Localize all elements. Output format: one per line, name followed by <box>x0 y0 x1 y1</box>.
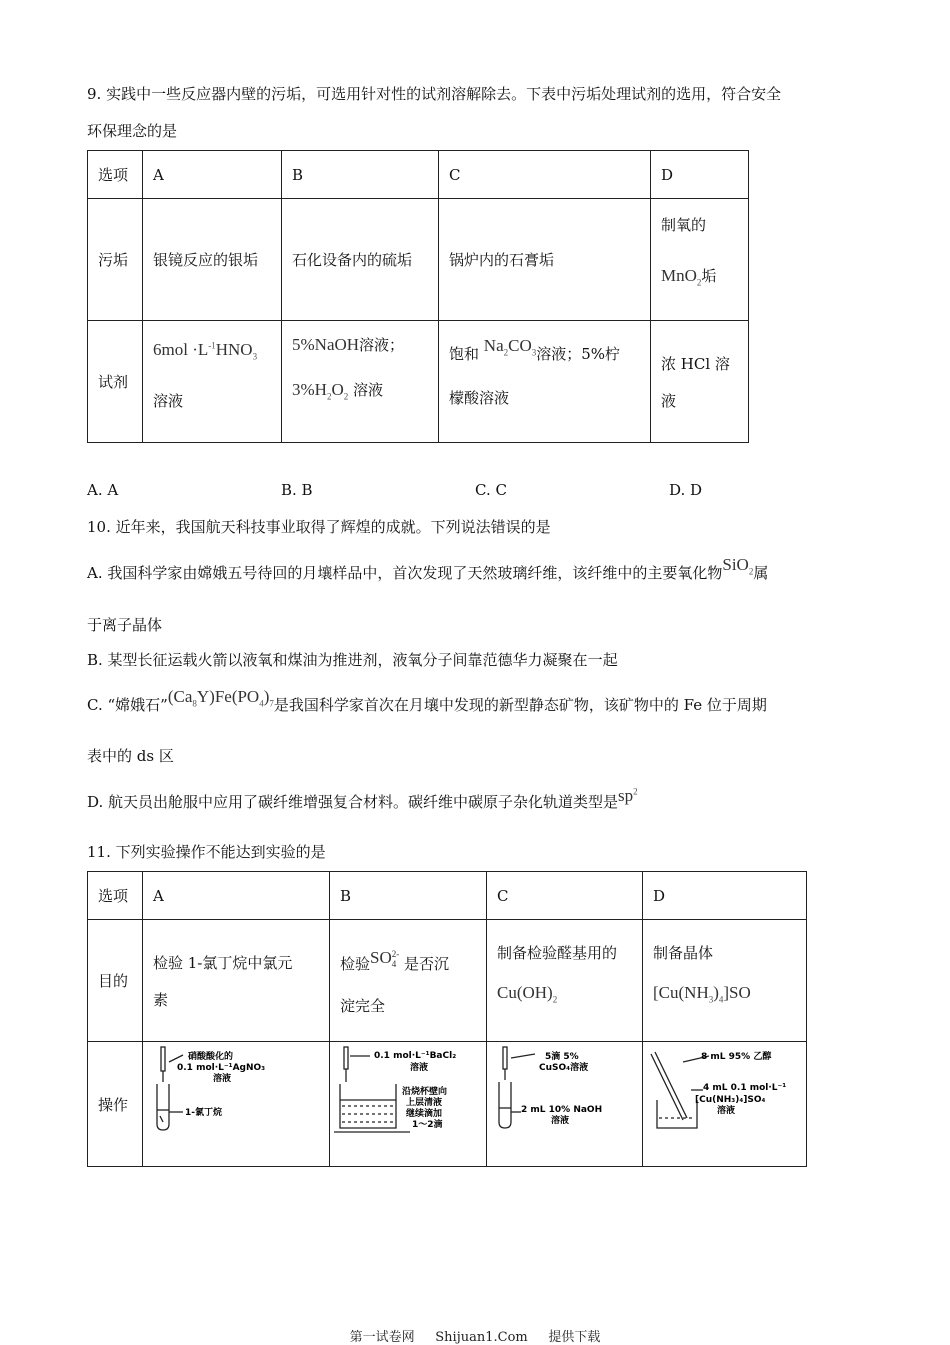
q11-purpose-d-line2: $[Cu(NH_3)_4]SO$ <box>653 983 751 1005</box>
q9-reagent-c <box>439 321 651 443</box>
op-b-label-1: 0.1 mol·L⁻¹BaCl₂ <box>374 1051 457 1061</box>
q9-header-a: A <box>143 151 282 199</box>
q9-dirt-d-line2: MnO$_2$垢 <box>661 265 717 288</box>
q11-operation-d <box>643 1042 807 1167</box>
q9-header-d: D <box>651 151 749 199</box>
q11-purpose-c-line1: 制备检验醛基用的 <box>497 944 618 963</box>
q11-purpose-d-line1: 制备晶体 <box>653 944 714 963</box>
q9-option-d[interactable]: D. D <box>669 481 703 499</box>
q9-option-b[interactable]: B. B <box>281 481 313 499</box>
q11-table <box>87 871 807 1167</box>
q9-table <box>87 150 749 443</box>
q9-dirt-c: 锅炉内的石膏垢 <box>439 199 651 321</box>
q11-purpose-c-line2: $Cu(OH)_2$ <box>497 983 558 1005</box>
q11-header-c: C <box>487 872 643 920</box>
q9-reagent-b-line1: 5%NaOH溶液； <box>292 334 405 354</box>
op-b-label-3: 沿烧杯壁向 <box>402 1087 448 1097</box>
q9-reagent-c-line2: 檬酸溶液 <box>449 389 510 408</box>
q10-option-c-line2: 表中的 ds 区 <box>87 747 174 765</box>
op-a-label-3: 溶液 <box>213 1074 232 1084</box>
q9-row-label-reagent: 试剂 <box>88 321 143 443</box>
mno2-formula: MnO$_2$ <box>661 265 702 288</box>
q9-header-option: 选项 <box>88 151 143 199</box>
op-a-label-2: 0.1 mol·L⁻¹AgNO₃ <box>177 1063 266 1073</box>
q9-reagent-d-line1: 浓 HCl 溶 <box>661 354 730 373</box>
q9-header-c: C <box>439 151 651 199</box>
page-footer: 第一试卷网 Shijuan1.Com 提供下载 <box>349 1330 601 1345</box>
q9-dirt-b: 石化设备内的硫垢 <box>282 199 439 321</box>
q11-row-label-purpose: 目的 <box>88 920 143 1042</box>
q11-purpose-b-line2: 淀完全 <box>340 997 386 1016</box>
q11-table-clip <box>87 871 787 1165</box>
q11-header-a: A <box>143 872 330 920</box>
q9-reagent-c-line1: 饱和 $Na_2CO_3$溶液；5%柠 <box>449 335 621 363</box>
q11-operation-b-diagram <box>330 1042 486 1162</box>
op-c-label-3: 2 mL 10% NaOH <box>521 1105 603 1115</box>
op-a-label-1: 硝酸酸化的 <box>188 1052 234 1062</box>
op-c-label-2: CuSO₄溶液 <box>539 1063 589 1073</box>
op-d-label-1: 8 mL 95% 乙醇 <box>701 1052 772 1062</box>
q9-stem-line2: 环保理念的是 <box>87 122 178 140</box>
q9-row-label-dirt: 污垢 <box>88 199 143 321</box>
op-b-label-2: 溶液 <box>410 1063 429 1073</box>
q9-dirt-a: 银镜反应的银垢 <box>143 199 282 321</box>
q10-option-d[interactable]: D. 航天员出舱服中应用了碳纤维增强复合材料。碳纤维中碳原子杂化轨道类型是$sp^2$ <box>87 786 638 811</box>
q9-reagent-d-line2: 液 <box>661 391 677 410</box>
op-d-label-4: 溶液 <box>717 1106 736 1116</box>
op-d-label-3: [Cu(NH₃)₄]SO₄ <box>695 1095 766 1105</box>
q9-option-a[interactable]: A. A <box>87 481 119 499</box>
q9-stem-line1: 9. 实践中一些反应器内壁的污垢，可选用针对性的试剂溶解除去。下表中污垢处理试剂的选用，符合安全 <box>87 85 782 103</box>
op-a-label-4: 1-氯丁烷 <box>185 1108 222 1118</box>
op-b-label-6: 1～2滴 <box>412 1120 443 1130</box>
q11-header-option: 选项 <box>88 872 143 920</box>
q9-dirt-d <box>651 199 749 321</box>
q9-option-c[interactable]: C. C <box>475 481 507 499</box>
q9-reagent-a-line2: 溶液 <box>153 391 184 410</box>
q11-operation-b <box>330 1042 487 1167</box>
q11-header-b: B <box>330 872 487 920</box>
q11-operation-d-diagram <box>643 1042 793 1162</box>
q11-row-label-operation: 操作 <box>88 1042 143 1167</box>
q11-purpose-a-line1: 检验 1-氯丁烷中氯元 <box>153 953 293 972</box>
q10-option-c[interactable]: C. “嫦娥石$”(Ca_8Y)Fe(PO_4)_7$是我国科学家首次在月壤中发现的新型静态矿物，该矿物中的 Fe 位于周期 <box>87 687 767 714</box>
q9-reagent-d <box>651 321 749 443</box>
q11-purpose-b-line1: 检验SO 2- 4 是否沉 <box>340 947 450 973</box>
q11-purpose-b <box>330 920 487 1042</box>
q11-purpose-a <box>143 920 330 1042</box>
q11-purpose-d <box>643 920 807 1042</box>
q11-operation-c <box>487 1042 643 1167</box>
q11-operation-a <box>143 1042 330 1167</box>
q10-stem: 10. 近年来，我国航天科技事业取得了辉煌的成就。下列说法错误的是 <box>87 518 551 536</box>
q9-dirt-d-line1: 制氧的 <box>661 215 707 234</box>
q10-option-a[interactable]: A. 我国科学家由嫦娥五号待回的月壤样品中，首次发现了天然玻璃纤维，该纤维中的主要氧化物SiO$_2$属 <box>87 555 769 582</box>
q10-option-b[interactable]: B. 某型长征运载火箭以液氧和煤油为推进剂，液氧分子间靠范德华力凝聚在一起 <box>87 651 618 669</box>
q11-purpose-c <box>487 920 643 1042</box>
op-b-label-5: 继续滴加 <box>406 1109 443 1119</box>
q9-reagent-b-line2: $3\%H_2O_2$ 溶液 <box>292 379 384 402</box>
q10-option-a-line2: 于离子晶体 <box>87 616 163 634</box>
op-c-label-4: 溶液 <box>551 1116 570 1126</box>
q9-reagent-a <box>143 321 282 443</box>
q9-header-b: B <box>282 151 439 199</box>
q9-reagent-b <box>282 321 439 443</box>
op-d-label-2: 4 mL 0.1 mol·L⁻¹ <box>703 1083 787 1093</box>
q11-operation-c-diagram <box>487 1042 642 1162</box>
q9-reagent-a-line1: $6mol \cdot L^{-1}HNO_3$ <box>153 340 258 362</box>
q11-operation-a-diagram <box>143 1042 329 1162</box>
q11-purpose-a-line2: 素 <box>153 990 169 1009</box>
q11-stem: 11. 下列实验操作不能达到实验的是 <box>87 843 326 861</box>
q11-header-d: D <box>643 872 807 920</box>
op-c-label-1: 5滴 5% <box>545 1052 579 1062</box>
op-b-label-4: 上层清液 <box>406 1098 443 1108</box>
